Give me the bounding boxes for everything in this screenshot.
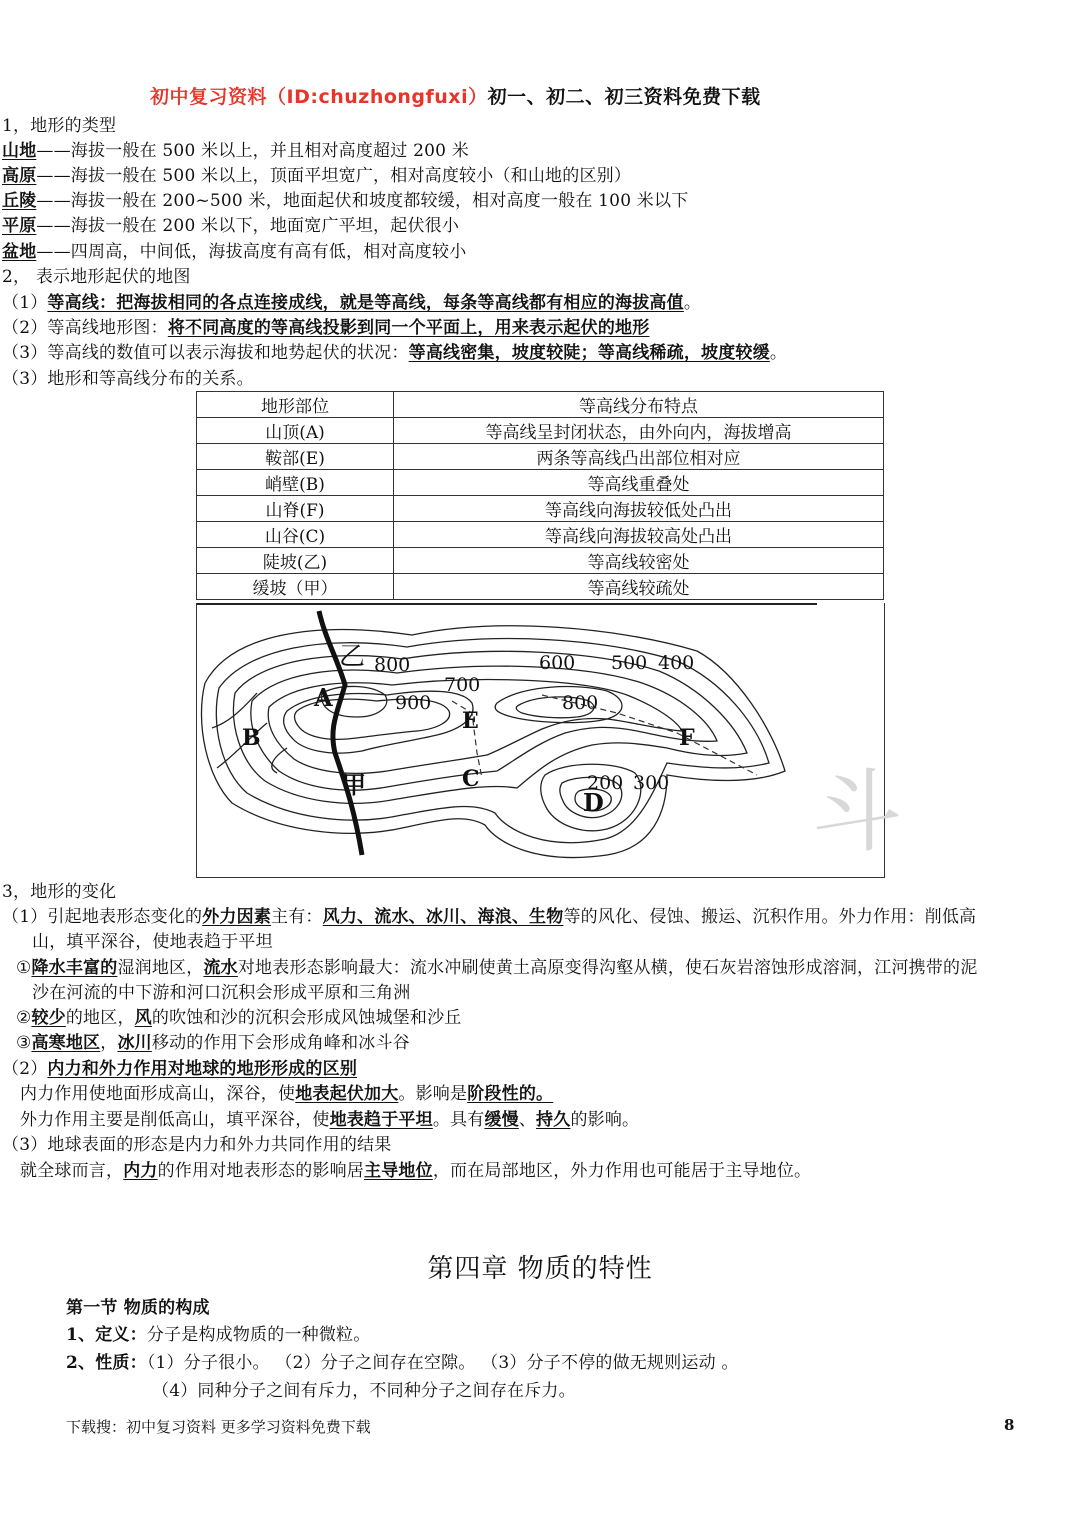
map-label-B: B — [242, 725, 261, 751]
combined-force-line: （3）地球表面的形态是内力和外力共同作用的结果 — [2, 1135, 392, 1155]
table-cell: 山谷(C) — [197, 522, 394, 548]
footer-text: 下载搜：初中复习资料 更多学习资料免费下载 — [66, 1418, 371, 1436]
table-row — [197, 496, 884, 522]
header-banner — [150, 82, 761, 109]
table-row — [197, 418, 884, 444]
terrain-contour-table — [196, 391, 884, 600]
contour-value: 800 — [562, 692, 599, 714]
contour-value: 800 — [374, 654, 411, 676]
map-label-jia: 甲 — [342, 770, 366, 799]
table-cell: 缓坡（甲） — [197, 574, 394, 600]
banner-red-text: 初中复习资料（ID:chuzhongfuxi） — [150, 86, 488, 108]
molecule-properties-cont: （4）同种分子之间有斥力，不同种分子之间存在斥力。 — [152, 1381, 576, 1401]
water-erosion-line: ①降水丰富的湿润地区，流水对地表形态影响最大：流水冲刷使黄土高原变得沟壑从横，使石灰岩溶蚀形成溶洞，江河携带的泥 — [16, 958, 978, 978]
molecule-properties: 2、性质：（1）分子很小。 （2）分子之间存在空隙。 （3）分子不停的做无规则运动 。 — [66, 1353, 739, 1373]
table-row — [197, 522, 884, 548]
table-cell: 鞍部(E) — [197, 444, 394, 470]
chapter-title: 第四章 物质的特性 — [427, 1254, 653, 1284]
internal-force-line: 内力作用使地面形成高山，深谷，使地表起伏加大。影响是阶段性的。 — [20, 1084, 554, 1104]
table-row — [197, 444, 884, 470]
map-label-A: A — [314, 683, 333, 712]
table-row — [197, 574, 884, 600]
contour-density-note: （3）等高线的数值可以表示海拔和地势起伏的状况：等高线密集，坡度较陡；等高线稀疏，坡度较缓。 — [2, 343, 788, 363]
table-cell: 峭壁(B) — [197, 470, 394, 496]
contour-map — [196, 603, 902, 878]
section2-heading: 2， 表示地形起伏的地图 — [2, 267, 191, 287]
contour-value: 300 — [633, 772, 670, 794]
table-header-cell: 等高线分布特点 — [394, 392, 884, 418]
terrain-item-plateau: 高原——海拔一般在 500 米以上，顶面平坦宽广，相对高度较小（和山地的区别） — [2, 166, 632, 186]
map-label-F: F — [679, 725, 695, 751]
table-cell: 等高线向海拔较高处凸出 — [394, 522, 884, 548]
table-cell: 山顶(A) — [197, 418, 394, 444]
map-label-D: D — [583, 788, 604, 817]
table-cell: 两条等高线凸出部位相对应 — [394, 444, 884, 470]
map-label-yi: 乙 — [339, 642, 366, 672]
global-dominance-line: 就全球而言，内力的作用对地表形态的影响居主导地位，而在局部地区，外力作用也可能居于主导地位。 — [20, 1161, 812, 1181]
table-cell: 等高线呈封闭状态，由外向内，海拔增高 — [394, 418, 884, 444]
contour-value: 500 — [611, 652, 648, 674]
page-number: 8 — [1004, 1416, 1015, 1434]
section-title: 第一节 物质的构成 — [66, 1298, 210, 1318]
section3-heading: 3，地形的变化 — [2, 882, 117, 902]
external-force-effect-line: 外力作用主要是削低高山，填平深谷，使地表趋于平坦。具有缓慢、持久的影响。 — [20, 1110, 640, 1130]
terrain-item-mountain: 山地——海拔一般在 500 米以上，并且相对高度超过 200 米 — [2, 141, 469, 161]
force-difference-heading: （2）内力和外力作用对地球的地形形成的区别 — [2, 1059, 358, 1079]
table-cell: 等高线较疏处 — [394, 574, 884, 600]
banner-black-text: 初一、初二、初三资料免费下载 — [487, 86, 761, 108]
external-force-line: （1）引起地表形态变化的外力因素主有：风力、流水、冰川、海浪、生物等的风化、侵蚀、搬运、沉积作用。外力作用：削低高 — [2, 907, 977, 927]
table-cell: 陡坡(乙) — [197, 548, 394, 574]
contour-lines — [201, 626, 785, 858]
section1-heading: 1，地形的类型 — [2, 116, 117, 136]
terrain-item-plain: 平原——海拔一般在 200 米以下，地面宽广平坦，起伏很小 — [2, 216, 460, 236]
terrain-item-hills: 丘陵——海拔一般在 200~500 米，地面起伏和坡度都较缓，相对高度一般在 100 米以下 — [2, 191, 689, 211]
wind-erosion-line: ②较少的地区，风的吹蚀和沙的沉积会形成风蚀城堡和沙丘 — [16, 1008, 462, 1028]
contour-map-definition: （2）等高线地形图：将不同高度的等高线投影到同一个平面上，用来表示起伏的地形 — [2, 318, 650, 338]
contour-map-drawing — [197, 603, 902, 877]
contour-value: 900 — [395, 692, 432, 714]
table-header-row — [197, 392, 884, 418]
terrain-item-basin: 盆地——四周高，中间低，海拔高度有高有低，相对高度较小 — [2, 242, 467, 262]
map-label-E: E — [462, 708, 479, 734]
water-erosion-line-cont: 沙在河流的中下游和河口沉积会形成平原和三角洲 — [32, 983, 411, 1003]
table-cell: 等高线重叠处 — [394, 470, 884, 496]
contour-definition: （1）等高线：把海拔相同的各点连接成线，就是等高线，每条等高线都有相应的海拔高值。 — [2, 293, 702, 313]
table-cell: 山脊(F) — [197, 496, 394, 522]
contour-value: 400 — [658, 652, 695, 674]
external-force-line-cont: 山，填平深谷，使地表趋于平坦 — [32, 932, 273, 952]
contour-value: 600 — [539, 652, 576, 674]
table-header-cell: 地形部位 — [197, 392, 394, 418]
molecule-definition: 1、定义：分子是构成物质的一种微粒。 — [66, 1325, 371, 1345]
table-cell: 等高线较密处 — [394, 548, 884, 574]
table-row — [197, 470, 884, 496]
table-cell: 等高线向海拔较低处凸出 — [394, 496, 884, 522]
contour-value: 200 — [587, 772, 624, 794]
watermark-glyph: 斗 — [812, 760, 902, 865]
contour-value: 700 — [444, 674, 481, 696]
table-row — [197, 548, 884, 574]
glacier-line: ③高寒地区，冰川移动的作用下会形成角峰和冰斗谷 — [16, 1033, 410, 1053]
terrain-contour-relation: （3）地形和等高线分布的关系。 — [2, 369, 254, 389]
map-label-C: C — [462, 766, 480, 792]
